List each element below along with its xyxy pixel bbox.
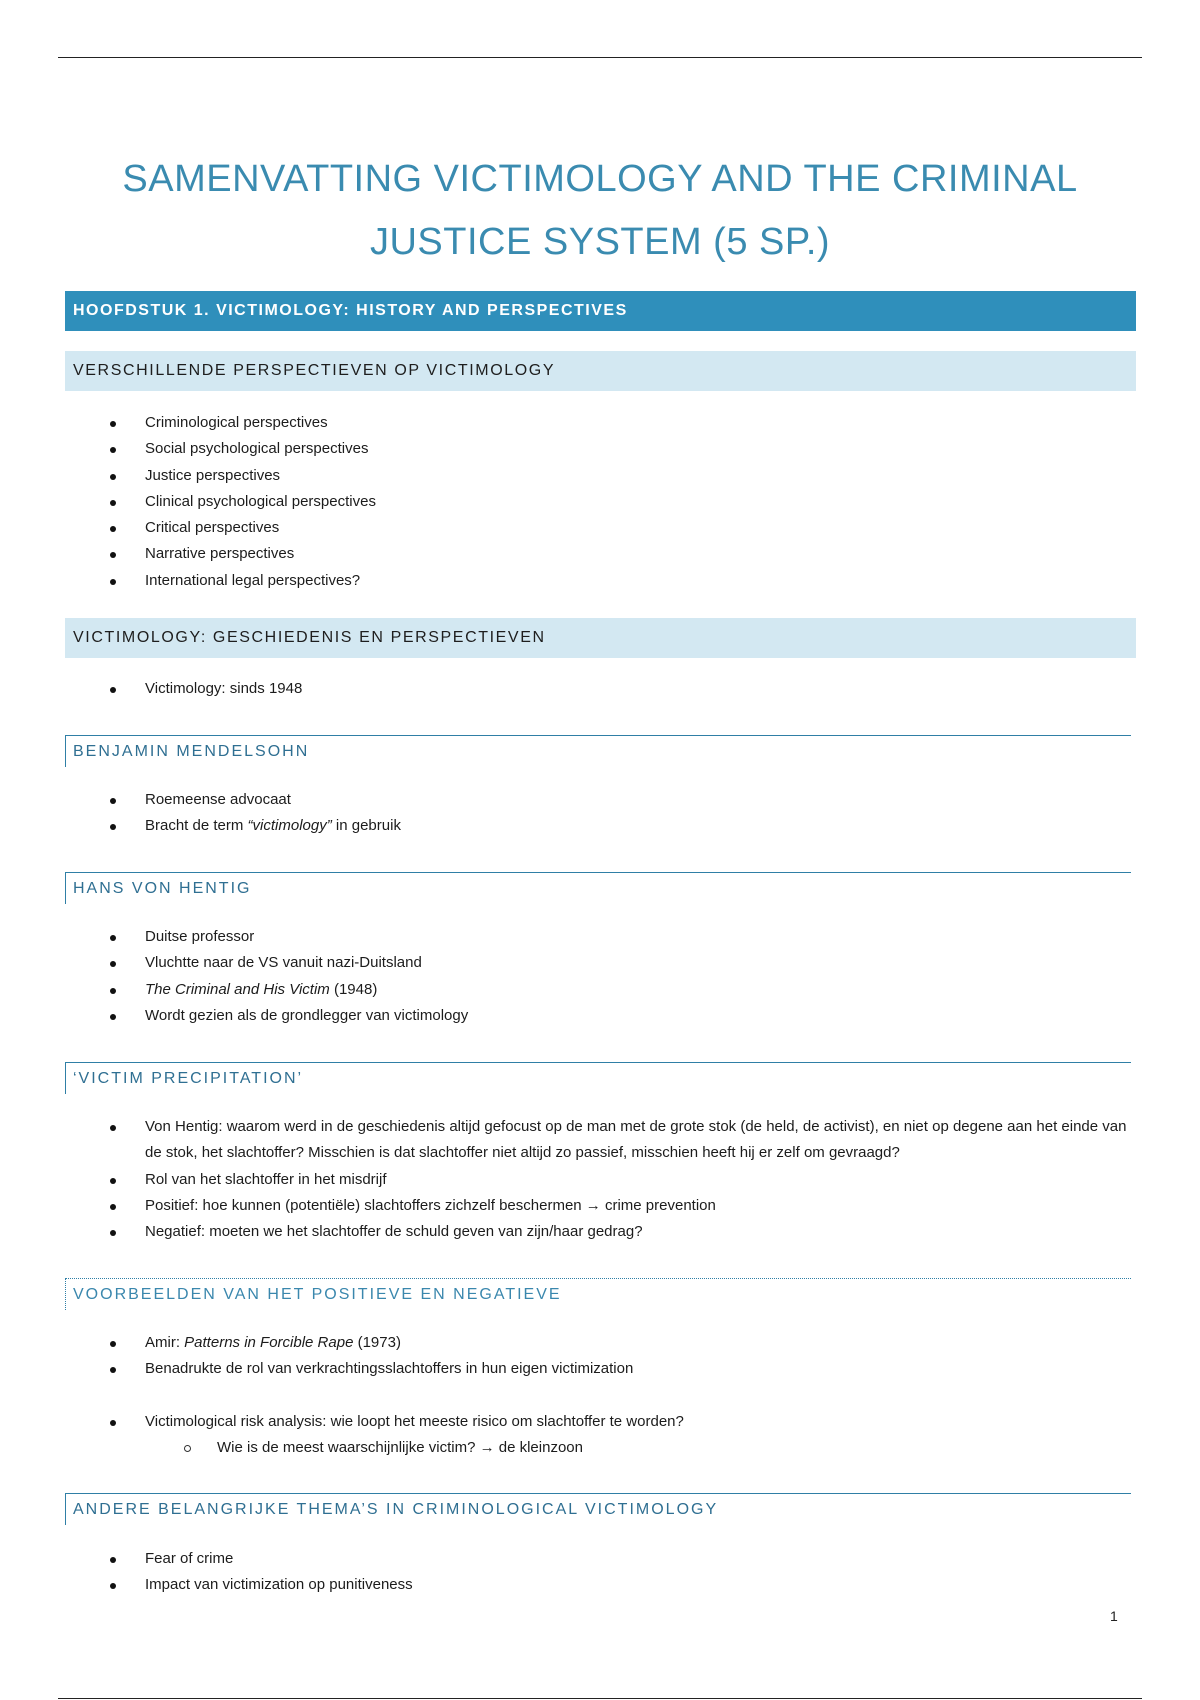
list-item: Impact van victimization op punitiveness xyxy=(0,1572,1200,1598)
list-item: Clinical psychological perspectives xyxy=(0,489,1200,515)
item-emphasis: “victimology” xyxy=(247,817,332,835)
section-heading-perspectives: VERSCHILLENDE PERSPECTIEVEN OP VICTIMOLOGY xyxy=(65,351,1136,391)
list-item: International legal perspectives? xyxy=(0,568,1200,594)
subheading-victim-precipitation: ‘VICTIM PRECIPITATION’ xyxy=(65,1062,1131,1094)
history-list xyxy=(0,676,1200,702)
list-item: Critical perspectives xyxy=(0,515,1200,541)
header-rule xyxy=(58,57,1142,58)
item-text: Amir: xyxy=(145,1334,185,1351)
list-item: Rol van het slachtoffer in het misdrijf xyxy=(0,1167,1200,1193)
list-item: Victimology: sinds 1948 xyxy=(0,676,1200,702)
section-heading-history: VICTIMOLOGY: GESCHIEDENIS EN PERSPECTIEVEN xyxy=(65,618,1136,658)
mendelsohn-list xyxy=(0,787,1200,840)
item-text: (1948) xyxy=(329,980,378,998)
list-item xyxy=(0,977,1200,1003)
perspectives-list xyxy=(0,410,1200,594)
list-item: Duitse professor xyxy=(0,924,1200,950)
list-item: Justice perspectives xyxy=(0,463,1200,489)
page-number: 1 xyxy=(1110,1608,1118,1624)
list-item: Wordt gezien als de grondlegger van victimology xyxy=(0,1003,1200,1029)
footer-rule xyxy=(58,1698,1142,1699)
title-line-1: SAMENVATTING VICTIMOLOGY AND THE CRIMINAL xyxy=(122,158,1078,200)
precipitation-list xyxy=(0,1114,1200,1245)
item-emphasis: The Criminal and His Victim xyxy=(145,980,330,998)
list-item: Narrative perspectives xyxy=(0,541,1200,567)
item-emphasis: Patterns in Forcible Rape xyxy=(184,1334,354,1351)
sub-list-item: Wie is de meest waarschijnlijke victim? → de kleinzoon xyxy=(0,1435,1200,1461)
list-item: Criminological perspectives xyxy=(0,410,1200,436)
subheading-mendelsohn: BENJAMIN MENDELSOHN xyxy=(65,735,1131,767)
list-item: Social psychological perspectives xyxy=(0,436,1200,462)
list-item: Vluchtte naar de VS vanuit nazi-Duitsland xyxy=(0,950,1200,976)
subheading-examples: VOORBEELDEN VAN HET POSITIEVE EN NEGATIEVE xyxy=(65,1278,1131,1310)
list-item xyxy=(0,813,1200,839)
document-title xyxy=(65,148,1135,274)
title-line-2: JUSTICE SYSTEM (5 SP.) xyxy=(369,221,831,263)
chapter-heading: HOOFDSTUK 1. VICTIMOLOGY: HISTORY AND PERSPECTIVES xyxy=(65,291,1136,331)
subheading-von-hentig: HANS VON HENTIG xyxy=(65,872,1131,904)
list-item: Roemeense advocaat xyxy=(0,787,1200,813)
item-text: in gebruik xyxy=(331,817,401,835)
list-item: Negatief: moeten we het slachtoffer de schuld geven van zijn/haar gedrag? xyxy=(0,1219,1200,1245)
item-text: (1973) xyxy=(353,1334,401,1351)
list-item: Von Hentig: waarom werd in de geschiedenis altijd gefocust op de man met de grote stok (de held, de activist), en niet op degene aan het einde van de stok, het slachtoffer? Misschien is dat slachtoffer niet altijd zo passief, misschien heeft hij er zelf om gevraagd? xyxy=(0,1114,1200,1167)
list-item xyxy=(0,1330,1200,1356)
list-item: Positief: hoe kunnen (potentiële) slachtoffers zichzelf beschermen → crime prevention xyxy=(0,1193,1200,1219)
hentig-list xyxy=(0,924,1200,1029)
subheading-themes: ANDERE BELANGRIJKE THEMA’S IN CRIMINOLOGICAL VICTIMOLOGY xyxy=(65,1493,1131,1525)
list-item: Fear of crime xyxy=(0,1546,1200,1572)
list-item: Victimological risk analysis: wie loopt het meeste risico om slachtoffer te worden? xyxy=(0,1409,1200,1435)
examples-list xyxy=(0,1330,1200,1461)
themes-list xyxy=(0,1546,1200,1599)
list-item: Benadrukte de rol van verkrachtingsslachtoffers in hun eigen victimization xyxy=(0,1356,1200,1382)
item-text: Bracht de term xyxy=(145,817,248,835)
